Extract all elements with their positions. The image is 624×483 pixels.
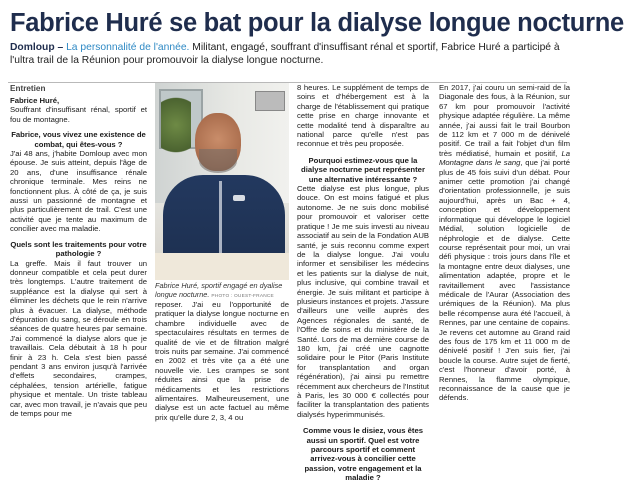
photo-logo <box>233 195 245 201</box>
answer-2: La greffe. Mais il faut trouver un donneur compatible et cela peut durer très longtemps. L'autre traitement de suppléance est la dialyse qui sert à éliminer les déchets que le rein n'arrive plus à évacuer. La dialyse, méthode d'épuration du sang, se déroule en trois séances de quatre heures par semaine. J'ai commencé la dialyse alors que je travaillais. Cela débutait à 18 h pour finir à 23 h. Cela s'est bien passé pendant 3 ans environ jusqu'à l'arrivée d'effets secondaires, crampes, céphalées, tension artérielle, fatigue physique et mentale. Un triste tableau car, avec mon travail, je n'avais que peu de temps pour me <box>10 258 147 418</box>
intro-bio: Souffrant d'insuffisant rénal, sportif et fou de montagne. <box>10 105 147 124</box>
answer-2-end: 8 heures. Le supplément de temps de soins et d'hébergement est à la charge de l'établissement qui pratique cette prise en charge innovante et cette modalité tend à disparaître au national parce qu'elle n'est pas reconnue et très peu proposée. <box>297 83 429 149</box>
lead-place: Domloup – <box>10 42 64 53</box>
lead-paragraph <box>10 42 570 67</box>
question-2: Quels sont les traitements pour votre pathologie ? <box>10 239 147 259</box>
answer-2-continued: reposer. J'ai eu l'opportunité de pratiquer la dialyse longue nocturne en chambre individuelle avec de spectaculaires résultats en termes de qualité de vie et de filtration malgré trois nuits par semaine. J'ai commencé en 2002 et très vite ça a été une nouvelle vie. Les crampes se sont réduites ainsi que la prise de médicaments et les restrictions alimentaires. Malheureusement, une dialyse est un acte factuel au même prix qu'elle dure 2, 3, 4 ou <box>155 300 289 422</box>
intro-name: Fabrice Huré, <box>10 96 60 105</box>
photo-beard <box>199 149 237 173</box>
photo-frame <box>255 91 285 111</box>
lead-accent: La personnalité de l'année. <box>66 42 190 53</box>
caption-text: Fabrice Huré, sportif engagé en dyalise longue nocturne. <box>155 281 283 299</box>
photo-caption <box>155 282 289 302</box>
photo-credit: PHOTO : OUEST-FRANCE <box>211 293 274 299</box>
question-1: Fabrice, vous vivez une existence de combat, qui êtes-vous ? <box>11 130 146 149</box>
column-1 <box>10 96 147 418</box>
answer-4-part2: , que j'ai porté plus de 45 fois suivi d'un débat. Pour animer cette promotion j'ai changé d'orientation professionnelle, je suis aujourd'hui, après un Bac + 4, conception et développement informatique qui développe le logiciel Médial, solution logicielle de néphrologie et de dialyse. Cette course représentait pour moi, un vrai défi physique : trois jours dans l'île et la montagne entre deux dialyses, une alimentation adaptée, propre et le ravitaillement avec l'assistance médicale de l'Aurar (Association des urémiques de la Réunion). Ma plus belle récompense aura été l'accueil, à Rennes, par une centaine de copains. Je revens cet automne au Grand raid des fous de 175 km et 11 000 m de dénivelé positif ! J'en suis fier, j'ai boucle la course. Autre sujet de fierté, c'est l'honneur d'avoir porté, à Rennes, la flamme olympique, reconnaissance de la cause que je défends. <box>439 158 570 403</box>
section-label: Entretien <box>10 84 46 93</box>
portrait-photo <box>155 83 289 280</box>
column-3 <box>297 83 429 483</box>
column-2 <box>155 300 289 422</box>
photo-plant <box>161 97 191 167</box>
film-title: La Montagne dans le sang <box>439 148 570 168</box>
column-4 <box>439 83 570 403</box>
headline: Fabrice Huré se bat pour la dialyse longue nocturne <box>10 9 624 37</box>
answer-4 <box>439 83 570 403</box>
photo-desk <box>155 253 289 280</box>
answer-4-part1: En 2017, j'ai couru un semi-raid de la Diagonale des fous, à la Réunion, sur 67 km pour promouvoir l'activité physique adaptée régulière. La même année, j'ai aussi fait le trail Bourbon de 112 km et 7 000 m de dénivelé positif. Ce trail a fait l'objet d'un film très médiatisé, humain et positif, <box>439 83 570 158</box>
question-3: Pourquoi estimez-vous que la dialyse nocturne peut représenter une alternative intéressante ? <box>301 155 425 184</box>
answer-3: Cette dialyse est plus longue, plus douce. On est moins fatigué et plus autonome. Je ne suis donc mobilisé pour promouvoir et valoriser cette pratique ! Je me suis investi au niveau associatif au sein de la Fondation AUB santé, je suis reconnu comme expert de la dialyse longue. J'ai voulu informer et sensibiliser les médecins et les patients sur la dialyse de nuit, plus inclusive, qui combine travail et énergie. Je suis militant et participe à plusieurs instances et projets. J'assure d'ailleurs une veille auprès des Agences régionales de santé, de l'Offre de soins et du ministère de la Santé. Lors de ma dernière course de 180 km, j'ai créé une cagnotte solidaire pour le Pitor (Paris Institute for transplantation and organ régénération), j'ai ainsi pu remettre récemment aux chercheurs de l'Institut à Paris, les 30 000 € collectés pour faciliter la transplantation des patients dialysés hyperimmunisés. <box>297 184 429 419</box>
lead-text: Militant, engagé, souffrant d'insuffisant rénal et sportif, Fabrice Huré a participé à l'ultra trail de la Réunion pour promouvoir la dialyse longue nocturne. <box>10 42 560 66</box>
question-4: Comme vous le disiez, vous êtes aussi un sportif. Quel est votre parcours sportif et comment arrivez-vous à concilier cette passion, votre engagement et la maladie ? <box>302 426 424 483</box>
answer-1: J'ai 48 ans, j'habite Domloup avec mon épouse. Je suis atteint, depuis l'âge de 20 ans, d'une insuffisance rénale chronique terminale. Mes reins ne fonctionnent plus. À côté de ça, je suis aussi un passionné de montagne et plus particulièrement de trail. C'est une activité que je tente au maximum de concilier avec ma maladie. <box>10 149 147 234</box>
